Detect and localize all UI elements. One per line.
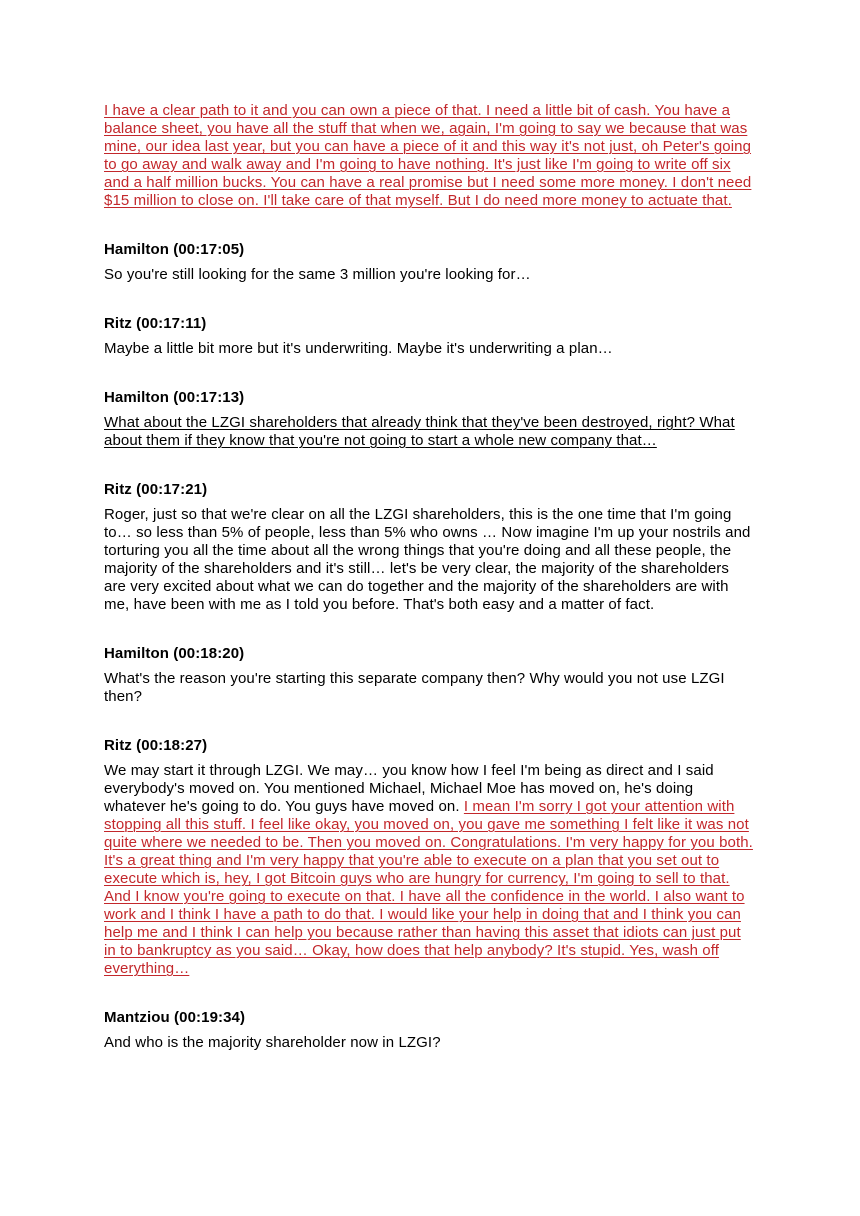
- speech-text: We may start it through LZGI. We may… you know how I feel I'm being as direct and I said everybody's moved on. You mentioned Michael, Michael Moe has moved on, he's doing whatever he's going to do. You guys have moved on.: [104, 762, 714, 815]
- speaker-heading-hamilton-001820: Hamilton (00:18:20): [104, 645, 245, 662]
- speaker-heading-ritz-001721: Ritz (00:17:21): [104, 481, 208, 498]
- speech-text: And who is the majority shareholder now in LZGI?: [104, 1034, 441, 1051]
- transcript-paragraph: [104, 340, 755, 358]
- underlined-speech-text: What about the LZGI shareholders that already think that they've been destroyed, right? What about them if they know that you're not going to start a whole new company that…: [104, 414, 735, 449]
- inserted-text: I have a clear path to it and you can own a piece of that. I need a little bit of cash. You have a balance sheet, you have all the stuff that when we, again, I'm going to say we because that was mine, our idea last year, but you can have a piece of it and this way it's not just, oh Peter's going to go away and walk away and I'm going to have nothing. It's just like I'm going to write off six and a half million bucks. You can have a real promise but I need some more money. I don't need $15 million to close on. I'll take care of that myself. But I do need more money to actuate that.: [104, 102, 752, 209]
- speech-text: What's the reason you're starting this separate company then? Why would you not use LZGI then?: [104, 670, 725, 705]
- speech-text: Maybe a little bit more but it's underwriting. Maybe it's underwriting a plan…: [104, 340, 613, 357]
- speaker-heading-mantziou-001934: Mantziou (00:19:34): [104, 1009, 246, 1026]
- speaker-heading-ritz-001827: Ritz (00:18:27): [104, 737, 208, 754]
- transcript-paragraph: [104, 414, 755, 450]
- transcript-paragraph: [104, 670, 755, 706]
- transcript-paragraph: [104, 506, 755, 614]
- speech-text: Roger, just so that we're clear on all the LZGI shareholders, this is the one time that I'm going to… so less than 5% of people, less than 5% who owns … Now imagine I'm up your nostrils and torturing you all the time about all the wrong things that you're doing and all these people, the majority of the shareholders and it's still… let's be very clear, the majority of the shareholders are very excited about what we can do together and the majority of the shareholders are with me, have been with me as I told you before. That's both easy and a matter of fact.: [104, 506, 751, 613]
- speaker-heading-hamilton-001705: Hamilton (00:17:05): [104, 241, 245, 258]
- inserted-text: I mean I'm sorry I got your attention with stopping all this stuff. I feel like okay, you moved on, you gave me something I felt like it was not quite where we needed to be. Then you moved on. Congratulations. I'm very happy for you both. It's a great thing and I'm very happy that you're able to execute on a plan that you set out to execute which is, hey, I got Bitcoin guys who are hungry for currency, I'm going to sell to that. And I know you're going to execute on that. I have all the confidence in the world. I also want to work and I think I have a path to do that. I would like your help in doing that and I think you can help me and I think I can help you because rather than having this asset that idiots can just put in to bankruptcy as you said… Okay, how does that help anybody? It's stupid. Yes, wash off everything…: [104, 798, 753, 977]
- inserted-paragraph: [104, 102, 755, 210]
- transcript-paragraph: [104, 266, 755, 284]
- transcript-paragraph: [104, 1034, 755, 1052]
- speaker-heading-hamilton-001713: Hamilton (00:17:13): [104, 389, 245, 406]
- speaker-heading-ritz-001711: Ritz (00:17:11): [104, 315, 207, 332]
- transcript-paragraph: [104, 762, 755, 978]
- speech-text: So you're still looking for the same 3 million you're looking for…: [104, 266, 531, 283]
